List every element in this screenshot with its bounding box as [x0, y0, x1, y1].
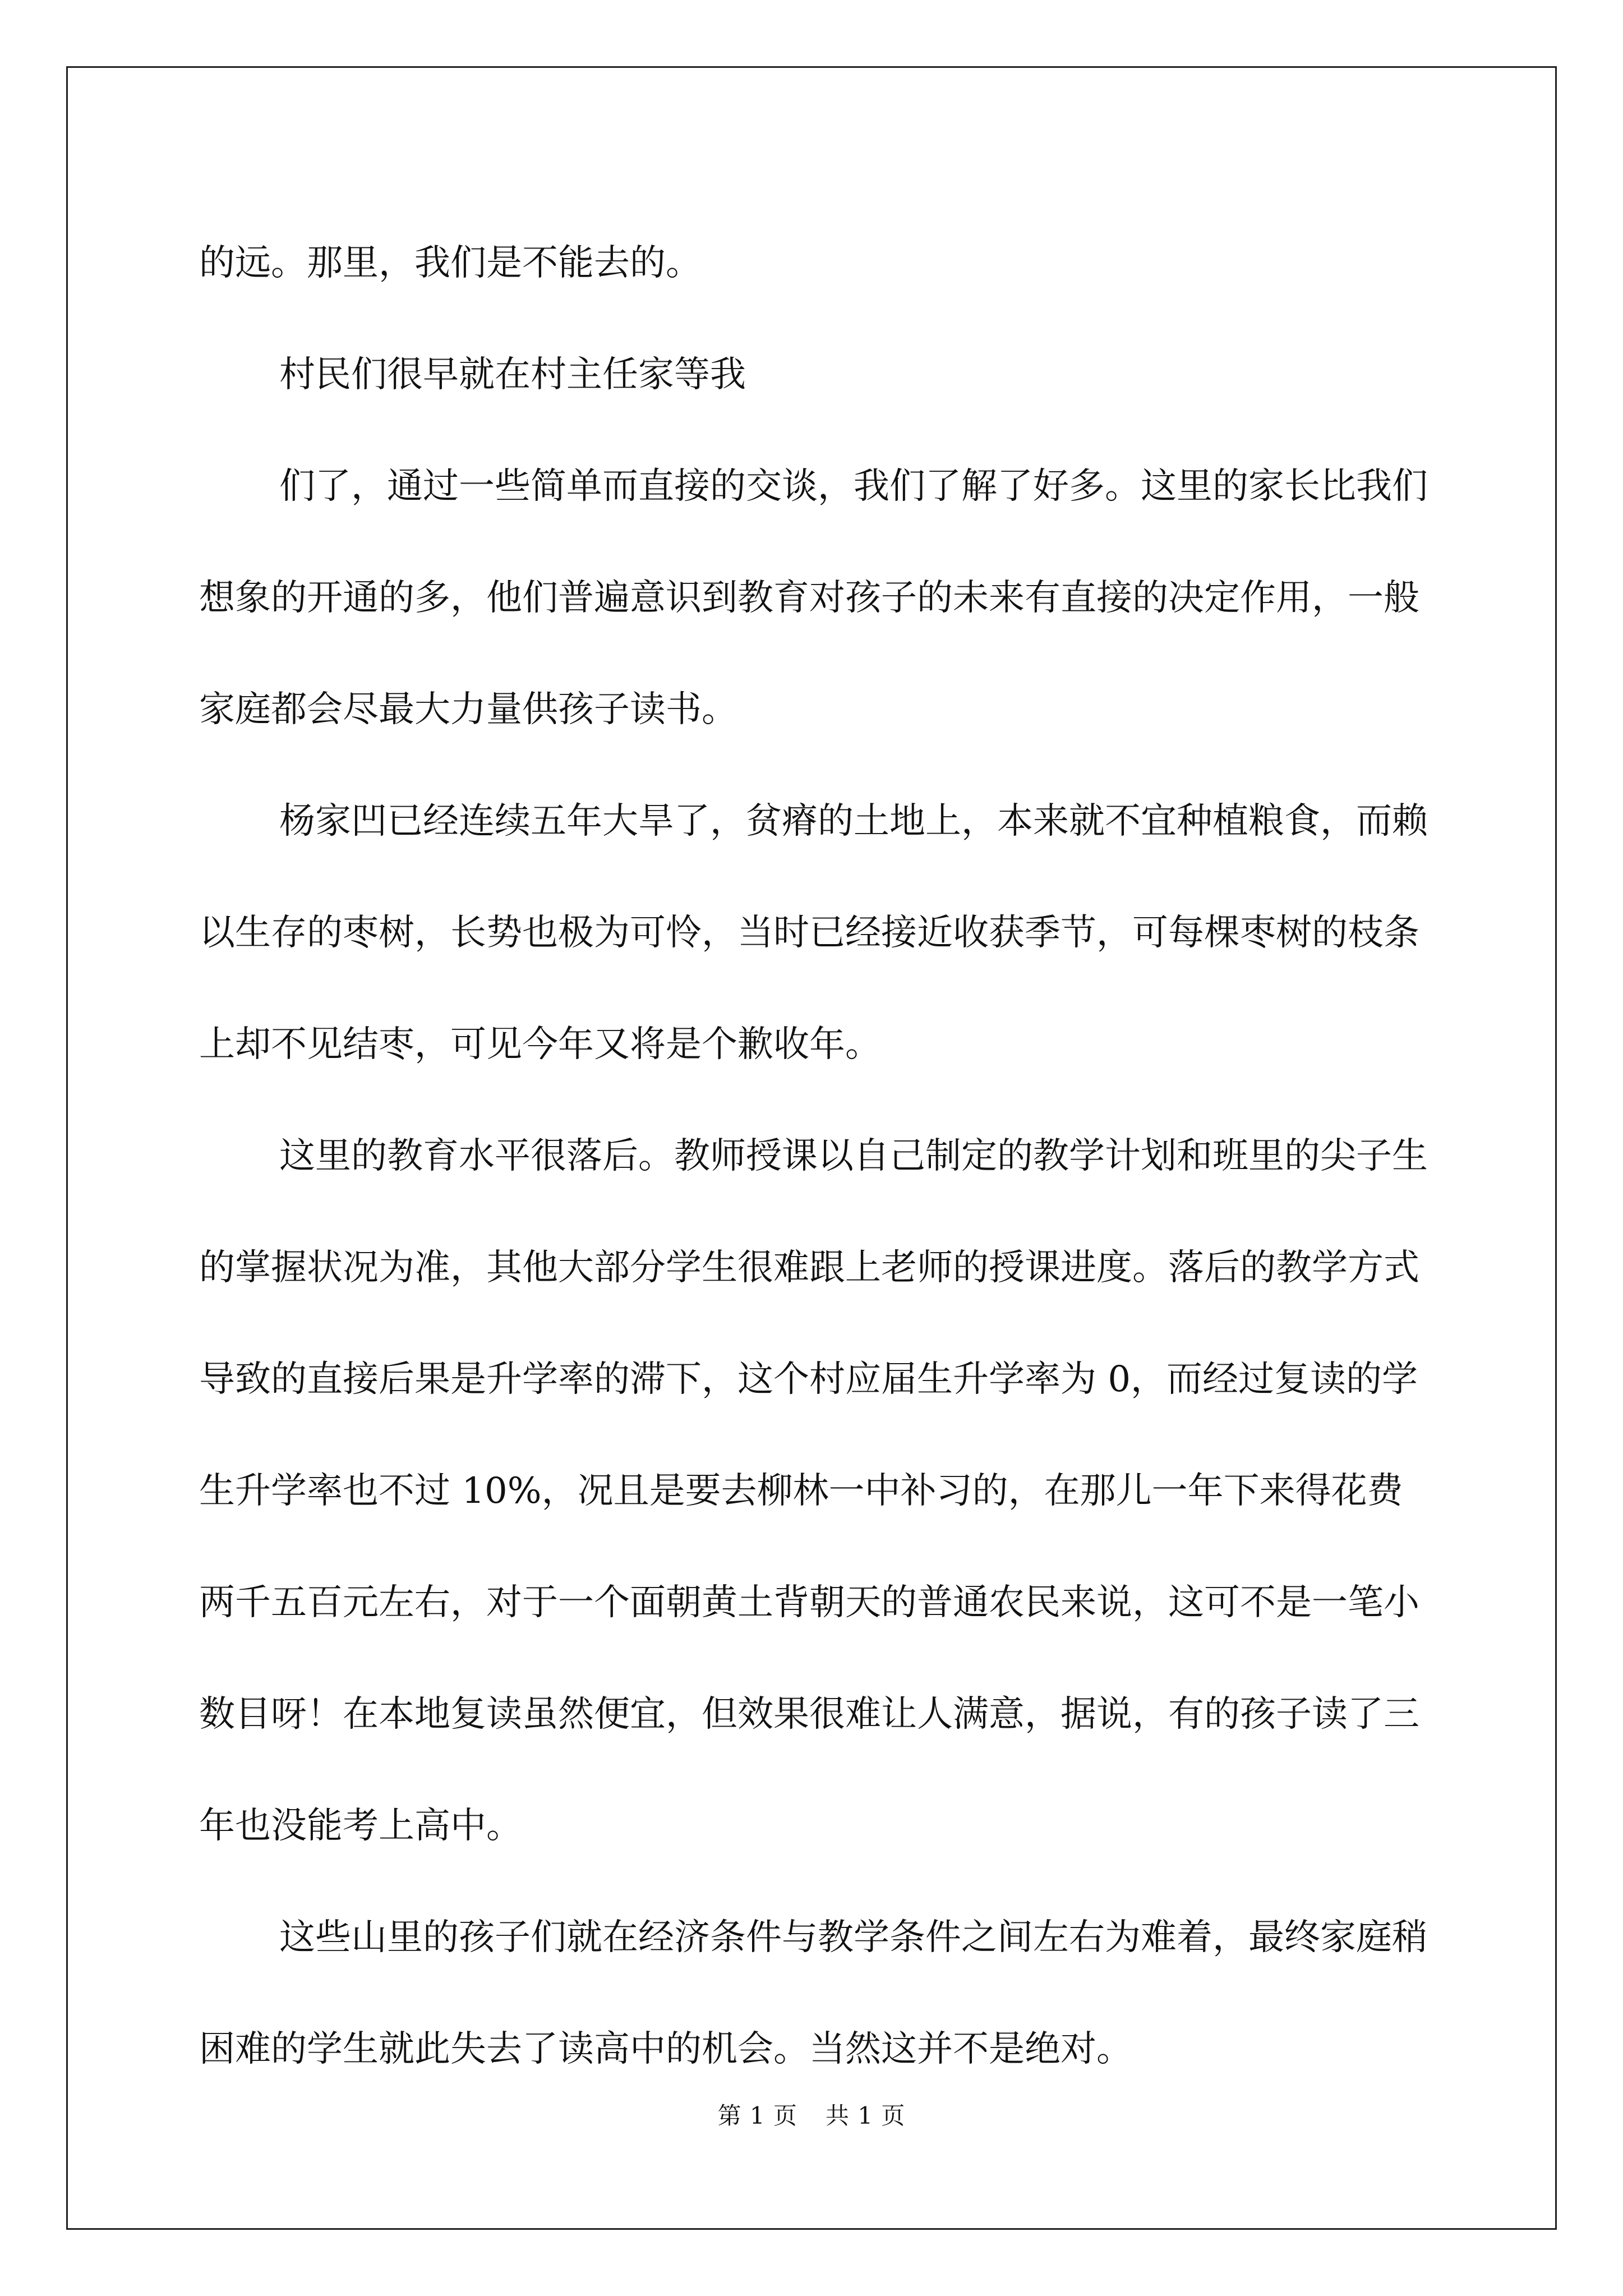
- paragraph-5: 这里的教育水平很落后。教师授课以自己制定的教学计划和班里的尖子生的掌握状况为准，其他大部分学生很难跟上老师的授课进度。落后的教学方式导致的直接后果是升学率的滞下，这个村应届生升学率为 0，而经过复读的学生升学率也不过 10%，况且是要去柳林一中补习的，在那儿一年下来得花费两千五百元左右，对于一个面朝黄土背朝天的普通农民来说，这可不是一笔小数目呀！在本地复读虽然便宜，但效果很难让人满意，据说，有的孩子读了三年也没能考上高中。: [199, 1135, 1428, 1847]
- page-footer: [0, 2099, 1623, 2133]
- paragraph-1: 的远。那里，我们是不能去的。: [199, 242, 702, 284]
- paragraph-6: 这些山里的孩子们就在经济条件与教学条件之间左右为难着，最终家庭稍困难的学生就此失去了读高中的机会。当然这并不是绝对。: [199, 1917, 1428, 2070]
- page-total: 共 1 页: [826, 2102, 906, 2129]
- paragraph-3: 们了，通过一些简单而直接的交谈，我们了解了好多。这里的家长比我们想象的开通的多，他们普遍意识到教育对孩子的未来有直接的决定作用，一般家庭都会尽最大力量供孩子读书。: [199, 466, 1428, 730]
- document-body: [199, 208, 1438, 2105]
- paragraph-2: 村民们很早就在村主任家等我: [279, 354, 746, 395]
- paragraph-4: 杨家凹已经连续五年大旱了，贫瘠的土地上，本来就不宜种植粮食，而赖以生存的枣树，长势也极为可怜，当时已经接近收获季节，可每棵枣树的枝条上却不见结枣，可见今年又将是个歉收年。: [199, 800, 1428, 1065]
- page-number: 第 1 页: [717, 2102, 797, 2129]
